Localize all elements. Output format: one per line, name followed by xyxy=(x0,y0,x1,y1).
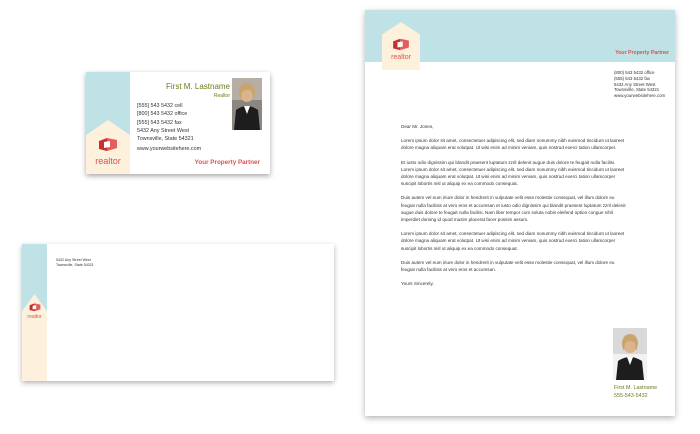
envelope-return-address xyxy=(56,258,94,268)
contact-line: (800) 543 5432 office xyxy=(614,70,655,75)
card-brand-name: realtor xyxy=(95,156,121,166)
letter-paragraph: Duis autem vel eum iriure dolor in hendrerit in vulputate velit esse molestie consequat, vel illum dolore eu feugiat nulla facilisis at vero eros et accumsan et iusto odio dignissim qui blandit praesent luptatum zzril delenit augue duis dolore te feugait nulla facilisi. Nam liber tempor cum soluta nobis eleifend option congue nihil imperdiet doming id quod mazim placerat facer possim assum. xyxy=(401,195,626,223)
card-line: 5432 Any Street West xyxy=(137,127,190,134)
signature-name: First M. Lastname xyxy=(614,385,658,391)
card-line: [800] 543 5432 office xyxy=(137,111,188,118)
card-tagline: Your Property Partner xyxy=(194,159,260,166)
card-website: www.yourwebsitehere.com xyxy=(137,146,202,152)
letterhead xyxy=(365,10,675,416)
realtor-logo-icon xyxy=(29,302,41,312)
contact-line: www.yourwebsitehere.com xyxy=(614,93,666,99)
realtor-portrait-icon xyxy=(613,328,647,380)
letter-closing: Yours Sincerely, xyxy=(401,281,434,287)
envelope xyxy=(22,244,334,381)
letterhead-brand-name: realtor xyxy=(391,54,411,61)
envelope-brand-name: realtor xyxy=(27,314,42,320)
business-card xyxy=(86,72,270,174)
card-person-name: First M. Lastname xyxy=(165,82,230,91)
card-contact-lines xyxy=(137,102,194,143)
card-line: Townsville, State 54321 xyxy=(137,136,194,143)
letterhead-tagline: Your Property Partner xyxy=(615,50,669,56)
card-line: [555] 543 5432 cell xyxy=(137,103,183,109)
card-person-title: Realtor xyxy=(213,93,230,99)
letter-paragraph: Duis autem vel eum iriure dolor in hendrerit in vulputate velit esse molestie consequat, vel illum dolore eu feugiat nulla facilisis at vero eros et accumsan. xyxy=(401,259,615,273)
realtor-logo-icon xyxy=(392,37,410,51)
letter-salutation: Dear Mr. Jones, xyxy=(401,124,434,129)
contact-line: (555) 543 5432 fax xyxy=(614,75,651,81)
letter-paragraph: Lorem ipsum dolor sit amet, consectetuer adipiscing elit, sed diam nonummy nibh euismod tincidunt ut laoreet dolore magna aliquam erat volutpat. Ut wisi enim ad minim veniam, quis nostrud exerci tation ullamcorper. xyxy=(401,138,625,151)
signature-phone: 555-543-5432 xyxy=(614,393,648,399)
letterhead-contact-block xyxy=(614,70,665,99)
letter-paragraph: Et iusto odio dignissim qui blandit praesent luptatum zzril delenit augue duis dolore te feugait nulla facilisi. Lorem ipsum dolor sit amet, consectetuer adipiscing elit, sed diam nonummy nibh euismod tincidunt ut laoreet dolore magna aliquam erat volutpat. Ut wisi enim ad minim veniam, quis nostrud exerci tation ullamcorper suscipit lobortis nisl ut aliquip ex ea commodo consequat. xyxy=(401,159,625,187)
contact-line: 5432 Any Street West xyxy=(614,81,656,87)
realtor-logo-icon xyxy=(98,136,118,152)
card-line: [555] 543 5432 fax xyxy=(137,119,182,126)
envelope-address-line: 5432 Any Street West xyxy=(56,258,91,262)
realtor-portrait-icon xyxy=(232,78,262,130)
letter-body xyxy=(401,123,627,294)
contact-line: Townsville, State 54321 xyxy=(614,87,660,93)
envelope-address-line: Townsville, State 54321 xyxy=(56,263,94,267)
letter-paragraph: Lorem ipsum dolor sit amet, consectetuer adipiscing elit, sed diam nonummy nibh euismod tincidunt ut laoreet dolore magna aliquam erat volutpat. Ut wisi enim ad minim veniam, quis nostrud exerci tation ullamcorper suscipit lobortis nisl ut aliquip ex ea commodo consequat. xyxy=(401,231,625,251)
